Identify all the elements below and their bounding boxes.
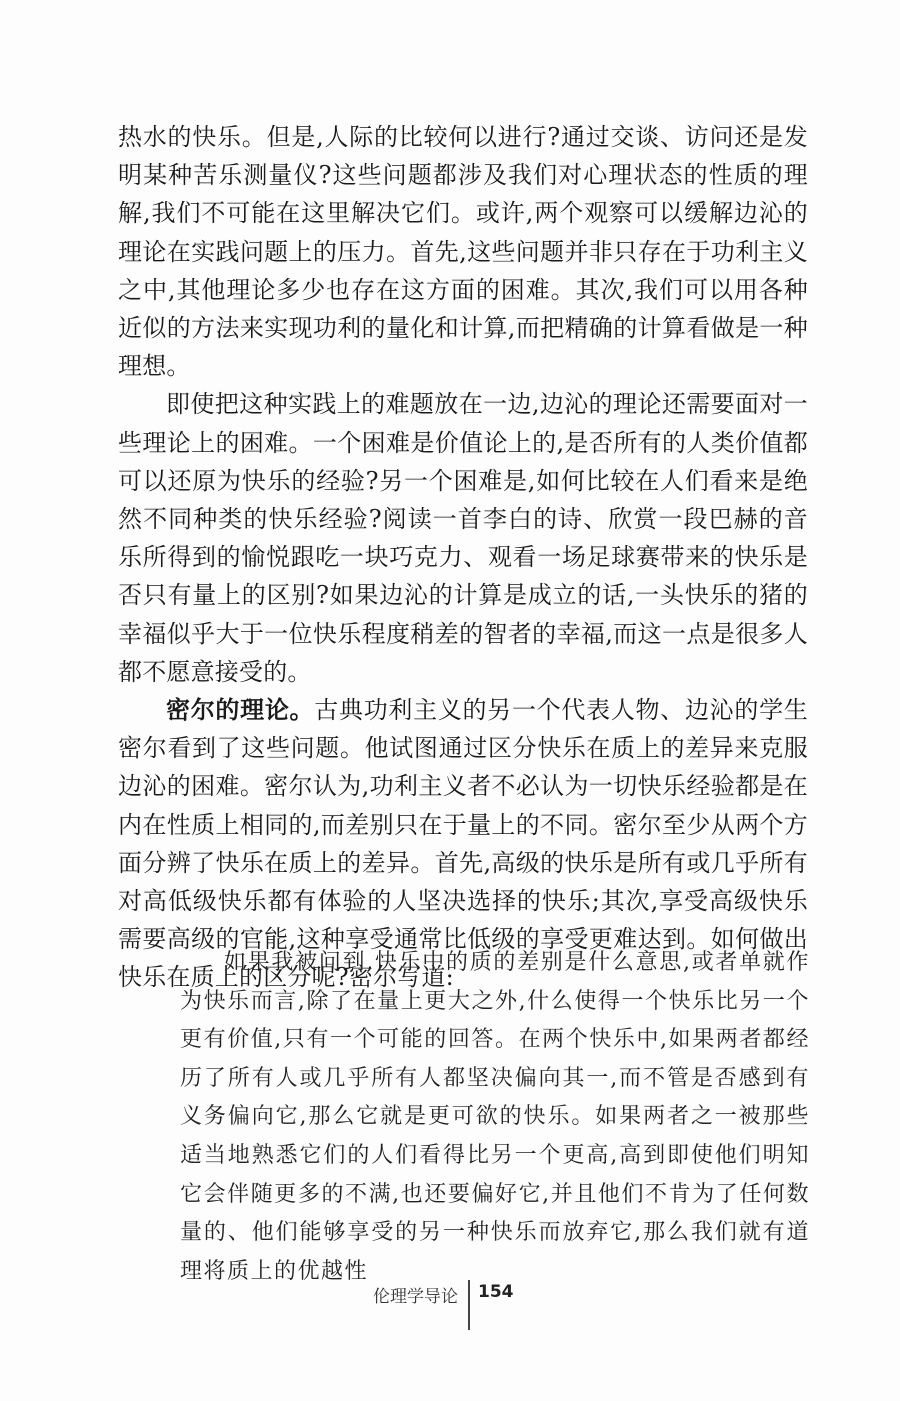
footer-divider — [468, 1280, 470, 1330]
page-footer — [0, 1280, 900, 1340]
main-text — [118, 118, 808, 997]
paragraph-1: 热水的快乐。但是,人际的比较何以进行?通过交谈、访问还是发明某种苦乐测量仪?这些问题都涉及我们对心理状态的性质的理解,我们不可能在这里解决它们。或许,两个观察可以缓解边沁的理论在实践问题上的压力。首先,这些问题并非只存在于功利主义之中,其他理论多少也存在这方面的困难。其次,我们可以用各种近似的方法来实现功利的量化和计算,而把精确的计算看做是一种理想。 — [118, 123, 808, 381]
paragraph-2: 即使把这种实践上的难题放在一边,边沁的理论还需要面对一些理论上的困难。一个困难是价值论上的,是否所有的人类价值都可以还原为快乐的经验?另一个困难是,如何比较在人们看来是绝然不同种类的快乐经验?阅读一首李白的诗、欣赏一段巴赫的音乐所得到的愉悦跟吃一块巧克力、观看一场足球赛带来的快乐是否只有量上的区别?如果边沁的计算是成立的话,一头快乐的猪的幸福似乎大于一位快乐程度稍差的智者的幸福,而这一点是很多人都不愿意接受的。 — [118, 390, 808, 686]
running-book-title: 伦理学导论 — [373, 1287, 458, 1307]
page-number: 154 — [478, 1282, 514, 1302]
section-heading-inline: 密尔的理论。 — [166, 696, 315, 725]
quote-text: 如果我被问到,快乐中的质的差别是什么意思,或者单就作为快乐而言,除了在量上更大之外,什么使得一个快乐比另一个更有价值,只有一个可能的回答。在两个快乐中,如果两者都经历了所有人或几乎所有人都坚决偏向其一,而不管是否感到有义务偏向它,那么它就是更可欲的快乐。如果两者之一被那些适当地熟悉它们的人们看得比另一个更高,高到即使他们明知它会伴随更多的不满,也还要偏好它,并且他们不肯为了任何数量的、他们能够享受的另一种快乐而放弃它,那么我们就有道理将质上的优越性 — [180, 950, 810, 1284]
block-quote — [180, 944, 810, 1291]
paragraph-3-text: 古典功利主义的另一个代表人物、边沁的学生密尔看到了这些问题。他试图通过区分快乐在质上的差异来克服边沁的困难。密尔认为,功利主义者不必认为一切快乐经验都是在内在性质上相同的,而差别只在于量上的不同。密尔至少从两个方面分辨了快乐在质上的差异。首先,高级的快乐是所有或几乎所有对高低级快乐都有体验的人坚决选择的快乐;其次,享受高级快乐需要高级的官能,这种享受通常比低级的享受更难达到。如何做出快乐在质上的区分呢?密尔写道: — [118, 696, 809, 992]
